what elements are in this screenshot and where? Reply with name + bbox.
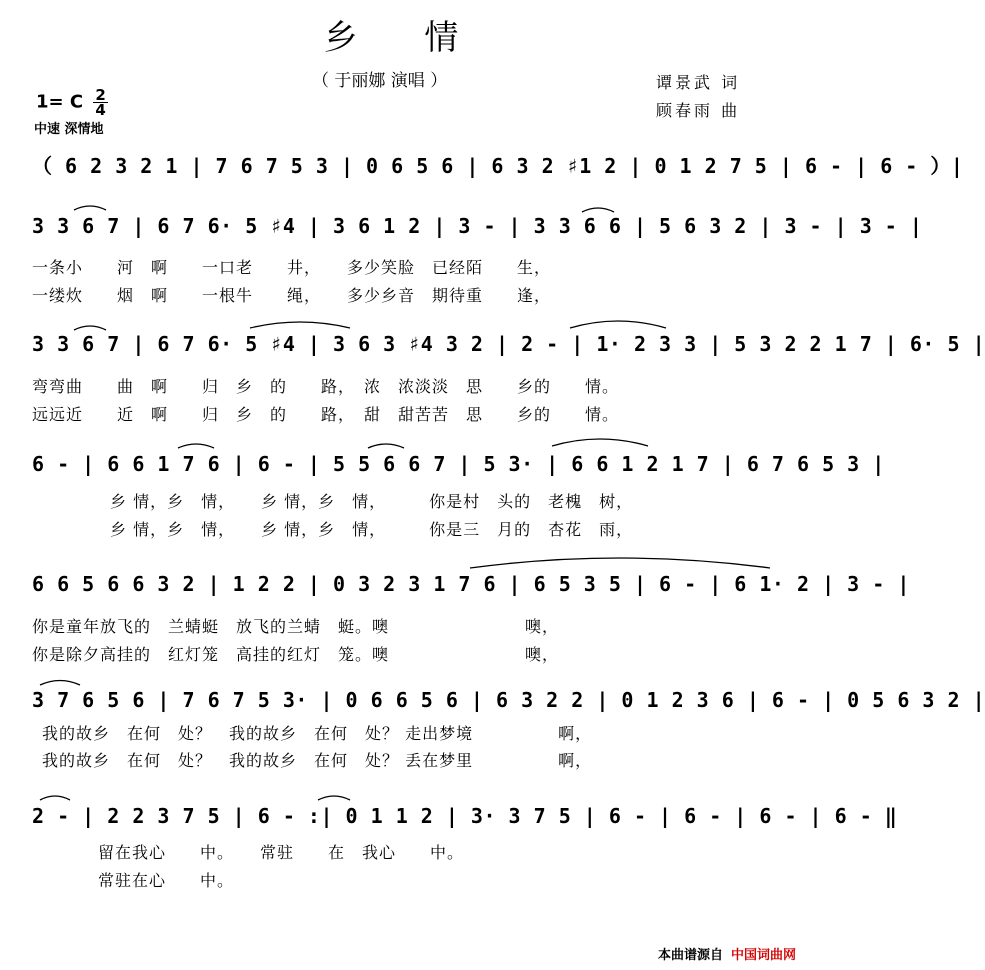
time-sig-top: 2 <box>95 86 106 104</box>
lyric-row-5-verse-2: 你是除夕高挂的 红灯笼 高挂的红灯 笼。噢 噢， <box>32 645 560 664</box>
notation-row-2: 3 3 6 7 | 6 7 6· 5 ♯4 | 3 6 1 2 | 3 - | 3 3 6 6 | 5 6 3 2 | 3 - | 3 - | <box>32 214 923 238</box>
lyric-row-3-verse-1: 弯弯曲 曲 啊 归 乡 的 路， 浓 浓淡淡 思 乡的 情。 <box>32 377 620 396</box>
lyric-row-4-verse-1: 乡 情，乡 情， 乡 情，乡 情， 你是村 头的 老槐 树， <box>110 492 634 511</box>
slur <box>552 439 648 446</box>
slur <box>250 322 350 328</box>
lyricist-credit: 谭景武 词 <box>656 73 741 92</box>
slur <box>178 444 214 448</box>
slur <box>368 444 404 448</box>
footer-source <box>658 944 796 963</box>
slur <box>318 796 350 800</box>
slur <box>470 558 770 568</box>
slur <box>40 681 80 686</box>
slur <box>570 321 666 328</box>
lyric-row-7-verse-1: 留在我心 中。 常驻 在 我心 中。 <box>98 843 465 862</box>
lyric-row-7-verse-2: 常驻在心 中。 <box>98 871 235 890</box>
slur <box>74 206 106 210</box>
notation-row-3: 3 3 6 7 | 6 7 6· 5 ♯4 | 3 6 3 ♯4 3 2 | 2 - | 1· 2 3 3 | 5 3 2 2 1 7 | 6· 5 | <box>32 332 985 356</box>
notation-row-7: 2 - | 2 2 3 7 5 | 6 - :| 0 1 1 2 | 3· 3 7 5 | 6 - | 6 - | 6 - | 6 - ‖ <box>32 804 898 828</box>
notation-row-5: 6 6 5 6 6 3 2 | 1 2 2 | 0 3 2 3 1 7 6 | 6 5 3 5 | 6 - | 6 1· 2 | 3 - | <box>32 572 910 596</box>
notation-row-1: （ 6 2 3 2 1 | 7 6 7 5 3 | 0 6 5 6 | 6 3 2 ♯1 2 | 0 1 2 7 5 | 6 - | 6 - ）| <box>32 154 964 178</box>
song-title: 乡 情 <box>323 18 487 58</box>
lyric-row-6-verse-2: 我的故乡 在何 处？ 我的故乡 在何 处？ 丢在梦里 啊， <box>42 751 593 770</box>
lyric-row-2-verse-1: 一条小 河 啊 一口老 井， 多少笑脸 已经陌 生， <box>32 258 552 277</box>
lyric-row-3-verse-2: 远远近 近 啊 归 乡 的 路， 甜 甜苦苦 思 乡的 情。 <box>32 405 620 424</box>
composer-credit: 顾春雨 曲 <box>656 101 741 120</box>
tempo-marking: 中速 深情地 <box>34 122 104 137</box>
time-sig-bottom: 4 <box>95 101 106 119</box>
singer-credit: （ 于丽娜 演唱 ） <box>312 71 448 91</box>
lyric-row-4-verse-2: 乡 情，乡 情， 乡 情，乡 情， 你是三 月的 杏花 雨， <box>110 520 634 539</box>
slur <box>582 208 614 212</box>
notation-row-4: 6 - | 6 6 1 7 6 | 6 - | 5 5 6 6 7 | 5 3· | 6 6 1 2 1 7 | 6 7 6 5 3 | <box>32 452 885 476</box>
slur <box>40 796 70 800</box>
lyric-row-5-verse-1: 你是童年放飞的 兰蜻蜓 放飞的兰蜻 蜓。噢 噢， <box>32 617 560 636</box>
lyric-row-2-verse-2: 一缕炊 烟 啊 一根牛 绳， 多少乡音 期待重 逢， <box>32 286 552 305</box>
footer-site-link[interactable]: 中国词曲网 <box>730 948 796 963</box>
notation-row-6: 3 7 6 5 6 | 7 6 7 5 3· | 0 6 6 5 6 | 6 3 2 2 | 0 1 2 3 6 | 6 - | 0 5 6 3 2 | <box>32 688 985 712</box>
key-label: 1= C <box>36 91 84 113</box>
lyric-row-6-verse-1: 我的故乡 在何 处？ 我的故乡 在何 处？ 走出梦境 啊， <box>42 724 593 743</box>
slur <box>74 326 106 330</box>
footer-source-text: 本曲谱源自 <box>657 948 723 963</box>
